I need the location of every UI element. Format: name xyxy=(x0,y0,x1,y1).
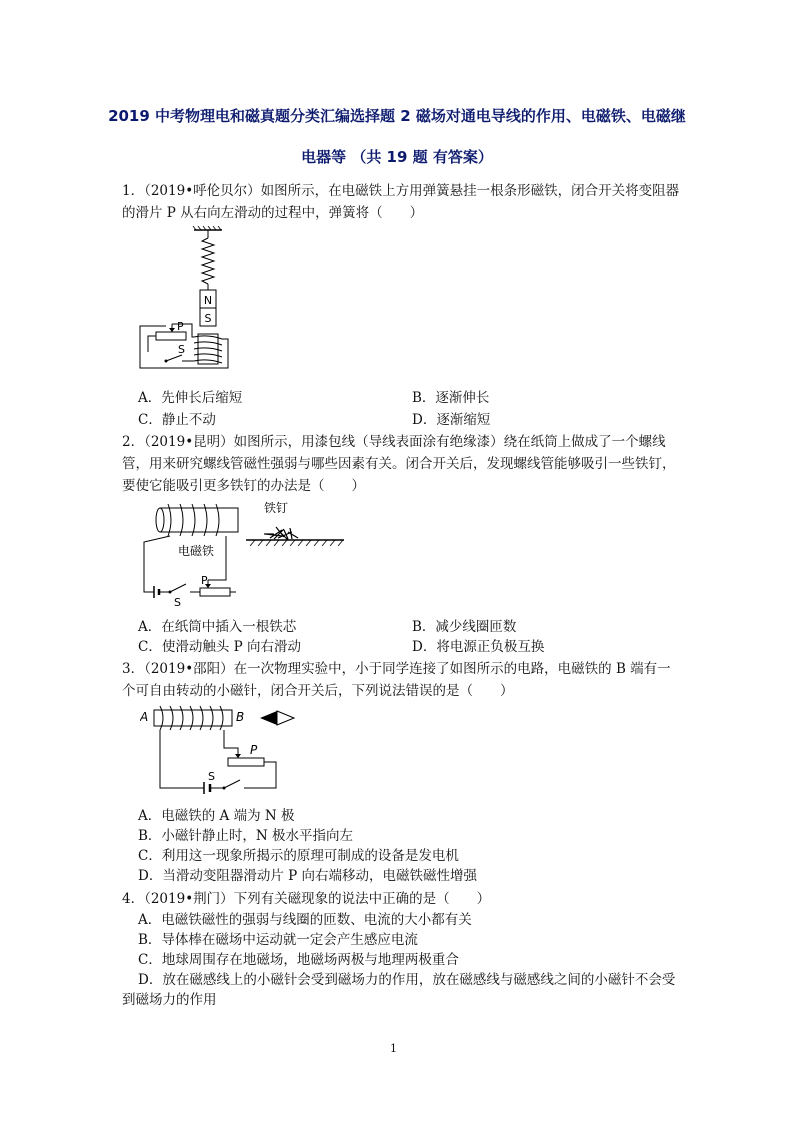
q3-option-a: A．电磁铁的 A 端为 N 极 xyxy=(138,808,295,824)
page-number: 1 xyxy=(390,1042,397,1055)
q2-option-b: B．减少线圈匝数 xyxy=(412,619,517,635)
q1-option-d: D．逐渐缩短 xyxy=(412,412,491,428)
page-title-line-1: 2019 中考物理电和磁真题分类汇编选择题 2 磁场对通电导线的作用、电磁铁、电磁继 xyxy=(108,107,686,125)
q4-option-b: B．导体棒在磁场中运动就一定会产生感应电流 xyxy=(138,932,418,948)
question-1-figure xyxy=(136,226,246,372)
electromagnet-label: 电磁铁 xyxy=(178,544,215,558)
q2-option-d: D．将电源正负极互换 xyxy=(412,639,545,655)
q2-option-a: A．在纸筒中插入一根铁芯 xyxy=(138,619,297,635)
question-2-text: 2．（2019•昆明）如图所示，用漆包线（导线表面涂有绝缘漆）绕在纸筒上做成了一个螺线管，用来研究螺线管磁性强弱与哪些因素有关。闭合开关后，发现螺线管能够吸引一些铁钉，要使它能吸引更多铁钉的办法是（ ） xyxy=(122,434,676,494)
q1-option-b: B．逐渐伸长 xyxy=(412,390,490,406)
magnet-s-label: S xyxy=(204,312,212,325)
question-2-figure xyxy=(138,496,518,611)
iron-nails-label: 铁钉 xyxy=(264,501,289,515)
q3-option-c: C．利用这一现象所揭示的原理可制成的设备是发电机 xyxy=(138,848,459,864)
question-4-text: 4．（2019•荆门）下列有关磁现象的说法中正确的是（ ） xyxy=(122,891,491,907)
switch-s-label-2: S xyxy=(174,596,181,609)
q1-option-c: C．静止不动 xyxy=(138,412,216,428)
end-b-label: B xyxy=(236,710,245,724)
rheostat-p-label-3: P xyxy=(250,743,258,757)
end-a-label: A xyxy=(140,710,149,724)
rheostat-p-label: P xyxy=(177,320,184,333)
q1-option-a: A．先伸长后缩短 xyxy=(138,390,243,406)
magnet-n-label: N xyxy=(203,294,213,307)
rheostat-p-label-2: P xyxy=(201,574,208,587)
question-1-text: 1．（2019•呼伦贝尔）如图所示，在电磁铁上方用弹簧悬挂一根条形磁铁，闭合开关将变阻器的滑片 P 从右向左滑动的过程中，弹簧将（ ） xyxy=(122,183,680,221)
q4-option-c: C．地球周围存在地磁场，地磁场两极与地理两极重合 xyxy=(138,952,459,968)
switch-s-label-3: S xyxy=(208,770,215,783)
page-title-line-2: 电器等 （共 19 题 有答案） xyxy=(301,148,493,166)
q2-option-c: C．使滑动触头 P 向右滑动 xyxy=(138,639,301,655)
switch-s-label: S xyxy=(178,343,185,356)
q4-option-d: D．放在磁感线上的小磁针会受到磁场力的作用，放在磁感线与磁感线之间的小磁针不会受到磁场力的作用 xyxy=(122,972,676,1008)
q3-option-d: D．当滑动变阻器滑动片 P 向右端移动，电磁铁磁性增强 xyxy=(138,868,477,884)
question-3-text: 3．（2019•邵阳）在一次物理实验中，小于同学连接了如图所示的电路，电磁铁的 B 端有一个可自由转动的小磁针，闭合开关后，下列说法错误的是（ ） xyxy=(122,661,671,699)
q4-option-a: A．电磁铁磁性的强弱与线圈的匝数、电流的大小都有关 xyxy=(138,912,472,928)
q3-option-b: B．小磁针静止时，N 极水平指向左 xyxy=(138,828,354,844)
question-3-figure xyxy=(140,704,320,800)
